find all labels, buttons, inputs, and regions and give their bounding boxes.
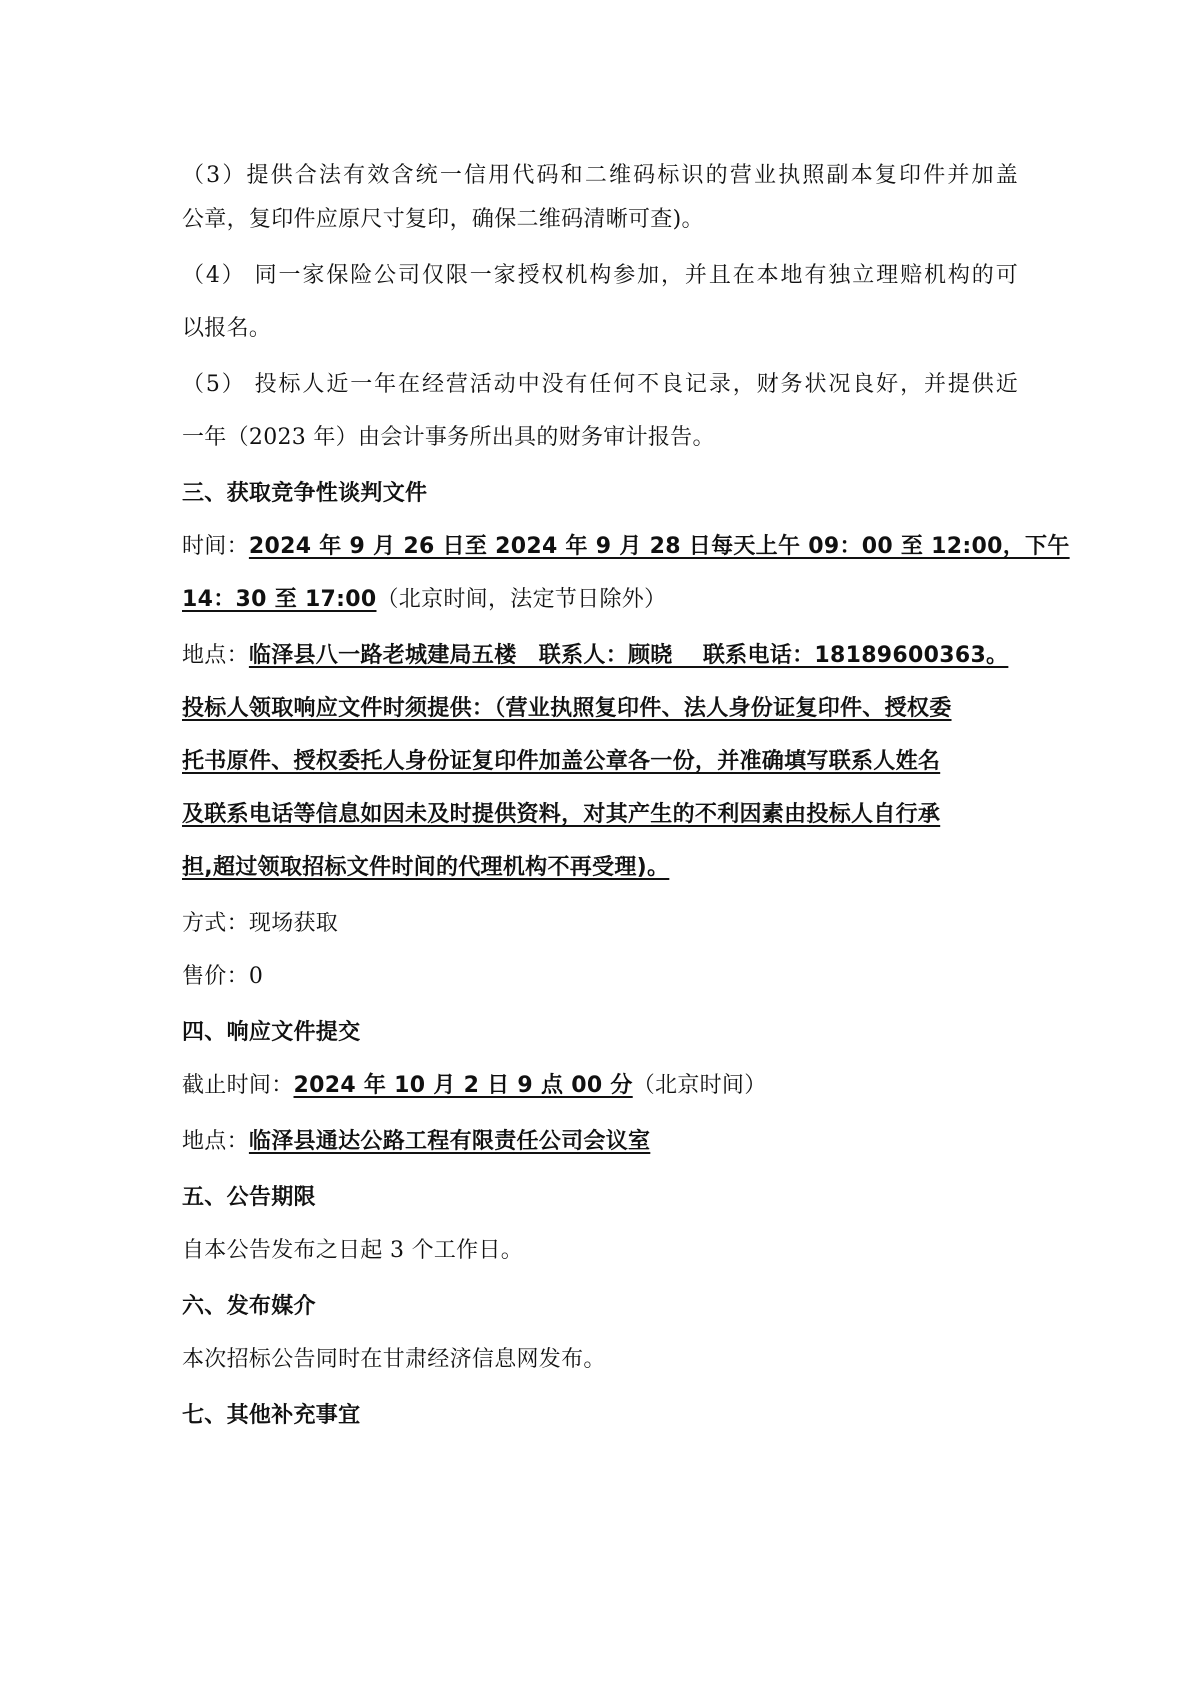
section-6-heading: 六、发布媒介	[182, 1294, 316, 1319]
item-4-line-1: （4） 同一家保险公司仅限一家授权机构参加，并且在本地有独立理赔机构的可	[182, 263, 1018, 288]
section-4-place	[182, 1126, 1018, 1158]
submit-place-value: 临泽县通达公路工程有限责任公司会议室	[248, 1129, 651, 1154]
place-contact: 临泽县八一路老城建局五楼 联系人：顾晓 联系电话：18189600363。	[248, 643, 1009, 668]
section-4-heading: 四、响应文件提交	[182, 1020, 361, 1045]
section-3-method: 方式：现场获取	[182, 911, 339, 936]
section-3-time-line-1	[182, 531, 1070, 563]
place-requirements-line-4: 担,超过领取招标文件时间的代理机构不再受理)。	[182, 855, 670, 880]
deadline-note: （北京时间）	[632, 1073, 767, 1098]
section-5-heading: 五、公告期限	[182, 1185, 316, 1210]
section-3-price: 售价：0	[182, 964, 264, 989]
place-requirements-line-1: 投标人领取响应文件时须提供：（营业执照复印件、法人身份证复印件、授权委	[182, 696, 952, 721]
section-3-time-line-2	[182, 584, 1018, 616]
time-label: 时间：	[182, 534, 249, 559]
section-3-place-line-1	[182, 640, 1018, 672]
section-6-text: 本次招标公告同时在甘肃经济信息网发布。	[182, 1347, 606, 1372]
item-3-line-2: 公章，复印件应原尺寸复印，确保二维码清晰可查)。	[182, 207, 704, 232]
section-4-deadline	[182, 1070, 1018, 1102]
section-7-heading: 七、其他补充事宜	[182, 1403, 361, 1428]
time-value-continued: 14：30 至 17:00	[182, 587, 377, 612]
place-label: 地点：	[182, 643, 249, 668]
item-5-line-1: （5） 投标人近一年在经营活动中没有任何不良记录，财务状况良好，并提供近	[182, 372, 1018, 397]
deadline-value: 2024 年 10 月 2 日 9 点 00 分	[293, 1073, 633, 1098]
place-requirements-line-3: 及联系电话等信息如因未及时提供资料，对其产生的不利因素由投标人自行承	[182, 802, 941, 827]
time-value: 2024 年 9 月 26 日至 2024 年 9 月 28 日每天上午 09：00 至 12:00，下午	[248, 534, 1070, 559]
time-note: （北京时间，法定节日除外）	[376, 587, 667, 612]
submit-place-label: 地点：	[182, 1129, 249, 1154]
item-3-line-1: （3）提供合法有效含统一信用代码和二维码标识的营业执照副本复印件并加盖	[182, 163, 1018, 188]
section-3-heading: 三、获取竞争性谈判文件	[182, 481, 428, 506]
item-4-line-2: 以报名。	[182, 316, 272, 341]
item-5-line-2: 一年（2023 年）由会计事务所出具的财务审计报告。	[182, 425, 715, 450]
section-5-text: 自本公告发布之日起 3 个工作日。	[182, 1238, 524, 1263]
place-requirements-line-2: 托书原件、授权委托人身份证复印件加盖公章各一份，并准确填写联系人姓名	[182, 749, 941, 774]
deadline-label: 截止时间：	[182, 1073, 294, 1098]
